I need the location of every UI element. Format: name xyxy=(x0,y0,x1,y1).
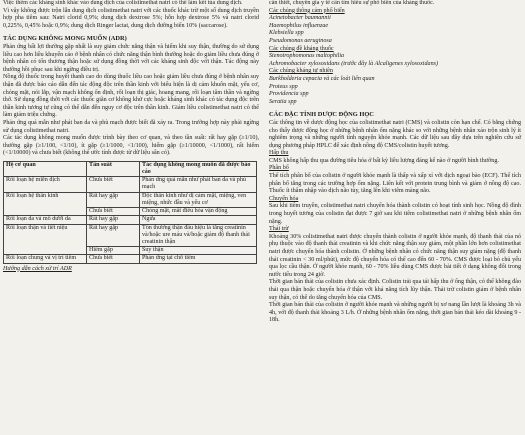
elimination-text: Khoảng 30% colistimethat natri được chuyển thành colistin ở người khỏe mạnh, độ thanh thải của nó phụ thuộc vào độ thanh thải creatinin và khi chức năng thận suy giảm, một phần lớn hơn colistimethat natri được chuyển hóa thành colistin. Ở những bệnh nhân có chức năng thận suy giảm nặng (độ thanh thải creatinin < 30 ml/phút), mức độ chuyển hóa có thể cao đến 60 - 70%. CMS được loại bỏ chủ yếu qua lọc cầu thận. Ở người khỏe mạnh, 60 - 70% liều dùng CMS được bài tiết ở dạng không đổi trong nước tiểu trong 24 giờ. xyxy=(269,233,521,278)
table-cell: Rất hay gặp xyxy=(87,192,140,207)
table-cell: Chưa biết xyxy=(87,255,140,263)
intro-paragraph-2: Vì vậy không được trộn lẫn dung dịch colistimethat natri với các thuốc khác trừ một số dung dịch truyền hợp pha tiêm sau: Natri clorid 0,9%; dung dịch dextrose 5%; hỗn hợp dextrose 5% và natri clorid 0,225%, 0,45% hoặc 0,9%; dung dịch Ringer lactat, dung dịch đường biến 10% (saccarose). xyxy=(3,7,259,29)
elimination-title: Thải trừ xyxy=(269,226,289,233)
elimination-text: Thời gian bán thải của colistin chưa xác định. Colistin trải qua tái hấp thu ở ống thận, có thể không đào thải qua thận hoặc chuyển hóa ở thận với khả năng tích lũy thận. Thải trừ colistin giảm ở bệnh nhân suy thận, có thể do tăng chuyển hóa của CMS. xyxy=(269,279,521,301)
intro-paragraph-1: Việc thêm các kháng sinh khác vào dung dịch của colistimethat natri có thể làm kết tủa dung dịch. xyxy=(3,0,243,6)
adr-paragraph-3: Phản ứng quá mẫn như phát ban da và phù mạch được biết đã xảy ra. Trong trường hợp này phải ngừng sử dụng colistimethat natri. xyxy=(3,119,259,134)
table-cell: Rối loạn hệ miễn dịch xyxy=(4,177,87,192)
biotransformation-title: Chuyển hóa xyxy=(269,195,299,202)
organism-item: Proteus spp xyxy=(269,83,298,90)
adr-paragraph-4: Các tác dụng không mong muốn được trình bày theo cơ quan, và theo tần suất: rất hay gặp (≥1/10), thường gặp (≥1/100, <1/10), ít gặp (≥1/1000, <1/100), hiếm gặp (≥1/10000, <1/1000), rất hiếm (<1/10000) và chưa biết (không thể ước tính được từ dữ liệu sẵn có). xyxy=(3,135,259,157)
table-header: Tác dụng không mong muốn đã được báo cáo xyxy=(140,161,257,176)
adr-heading: TÁC DỤNG KHÔNG MONG MUỐN (ADR) xyxy=(3,35,127,43)
organism-item: Pseudomonas aeruginosa xyxy=(269,37,332,44)
table-cell: Hiếm gặp xyxy=(87,247,140,255)
table-cell: Ngứa xyxy=(140,216,257,224)
organism-item: Seratia spp xyxy=(269,98,297,105)
table-cell: Phản ứng quá mẫn như phát ban da và phù mạch xyxy=(140,177,257,192)
top-line: cần thiết, chuyên gia y tế cần tìm hiểu sự phổ biến của kháng thuốc. xyxy=(269,0,435,6)
absorption-title: Hấp thu xyxy=(269,150,289,157)
table-header: Tần suất xyxy=(87,161,140,176)
biotransformation-text: Sau khi tiêm truyền, colistimethat natri chuyển hóa thành colistin có hoạt tính sinh học. Nồng độ đỉnh trong huyết tương của colistin đạt được 7 giờ sau khi tiêm colistimethat natri ở những bệnh nhân ốm nặng. xyxy=(269,203,521,225)
table-cell: Tổn thương thận đầu hiệu là tăng creatinin và/hoặc ure máu và/hoặc giảm độ thanh thải creatinin thận xyxy=(140,224,257,247)
organism-item: Acinetobacter baumannii xyxy=(269,15,331,22)
table-cell: Phản ứng tại chỗ tiêm xyxy=(140,255,257,263)
adr-paragraph-2: Nồng độ thuốc trong huyết thanh cao do dùng thuốc liều cao hoặc giảm liều chưa đúng ở bệnh nhân suy thận đã được báo cáo dẫn đến tác động độc trên thần kinh với biểu hiện là dị cảm khuôn mặt, yếu cơ, chóng mặt, nói lắp, vận mạch không ổn định, rối loạn thị giác, hoang mang, rối loạn tâm thần và ngừng thở. Sử dụng đồng thời với các thuốc giãn cơ không khử cực hoặc kháng sinh khác có tác dụng độc trên thần kinh tương tự cũng có thể dẫn đến nguy cơ độc trên thần kinh. Giảm liều colistimethat natri có thể làm giảm triệu chứng. xyxy=(3,74,259,119)
organism-item: Achromobacter xylosoxidans (trước đây là Alcaligenes xylosoxidans) xyxy=(269,60,439,67)
table-cell: Suy thận xyxy=(140,247,257,255)
table-cell: Rối loạn thận và tiết niệu xyxy=(4,224,87,255)
table-row xyxy=(4,255,257,263)
table-header-row xyxy=(4,161,257,176)
adr-table xyxy=(3,161,257,264)
left-column xyxy=(3,0,259,273)
table-cell: Độc thần kinh như dị cảm mặt, miệng, ven miệng, nhức đầu và yếu cơ xyxy=(140,192,257,207)
distribution-text: Thể tích phân bố của colistin ở người khỏe mạnh là thấp và xấp xỉ với dịch ngoại bào (ECF). Thể tích phân bố tăng trong các trường hợp ốm nặng. Liên kết với protein trung bình và giảm ở nồng độ cao. Thuốc ít thâm nhập vào dịch não tủy, tăng lên khi viêm màng não. xyxy=(269,173,521,195)
table-cell: Rối loạn da và mô dưới da xyxy=(4,216,87,224)
group3-title: Các chủng kháng tự nhiên xyxy=(269,68,333,75)
table-cell: Rất hay gặp xyxy=(87,216,140,224)
pk-heading: CÁC ĐẶC TÍNH DƯỢC ĐỘNG HỌC xyxy=(269,111,374,119)
table-cell: Rất hay gặp xyxy=(87,224,140,247)
absorption-text: CMS không hấp thu qua đường tiêu hóa ở bất kỳ liều lượng đáng kể nào ở người bình thường. xyxy=(269,157,499,164)
adr-management-heading: Hướng dẫn cách xử trí ADR xyxy=(3,265,72,272)
table-row xyxy=(4,192,257,207)
table-row xyxy=(4,177,257,192)
right-column xyxy=(269,0,521,325)
organism-item: Burkholderia cepacia và các loài liên quan xyxy=(269,75,375,82)
organism-item: Haemophilus influenzae xyxy=(269,22,329,29)
pk-intro: Các thông tin về dược động học của colistimethat natri (CMS) và colistin còn hạn chế. Có bằng chứng cho thấy dược động học ở những bệnh nhân ốm nặng khác so với những bệnh nhân xáo trộn sinh lý ít nghiêm trọng và những người tình nguyện khỏe mạnh. Các dữ liệu sau đây dựa trên nghiên cứu sử dụng phương pháp HPLC để xác định nồng độ CMS/colistin huyết tương. xyxy=(269,119,521,149)
table-cell: Chưa biết xyxy=(87,208,140,216)
group2-title: Các chủng đề kháng thuốc xyxy=(269,45,334,52)
table-cell: Rối loạn hệ thần kinh xyxy=(4,192,87,216)
group1-title: Các chủng thông cảm phổ biến xyxy=(269,7,345,14)
distribution-title: Phân bố xyxy=(269,165,289,172)
table-row xyxy=(4,216,257,224)
table-cell: Chưa biết xyxy=(87,177,140,192)
organism-item: Klebsiella spp xyxy=(269,30,304,37)
organism-item: Providencia spp xyxy=(269,91,309,98)
table-header: Hệ cơ quan xyxy=(4,161,87,176)
adr-paragraph-1: Phản ứng bất lợi thường gặp nhất là suy giảm chức năng thận và hiếm khi suy thận, thường do sử dụng liều cao hơn liều khuyến cáo ở bệnh nhân có chức năng thận bình thường hoặc do giảm liều chưa đúng ở bệnh nhân có tổn thương thận hoặc sử dụng đồng thời với các kháng sinh độc với thận. Tác động này thường hồi phục sau khi ngừng điều trị. xyxy=(3,43,259,73)
table-row xyxy=(4,224,257,247)
table-cell: Chóng mặt, mất điều hòa vận động xyxy=(140,208,257,216)
elimination-text: Thời gian bán thải của colistin ở người khỏe mạnh và những người bị xơ nang lần lượt là khoảng 3h và 4h, với độ thanh thải khoảng 3 L/h. Ở những bệnh nhân ốm nặng, thời gian bán thải kéo dài khoảng 9 - 18h. xyxy=(269,302,521,324)
organism-item: Stenotrophomonas maltophilia xyxy=(269,53,345,60)
table-cell: Rối loạn chung và vị trí tiêm xyxy=(4,255,87,263)
